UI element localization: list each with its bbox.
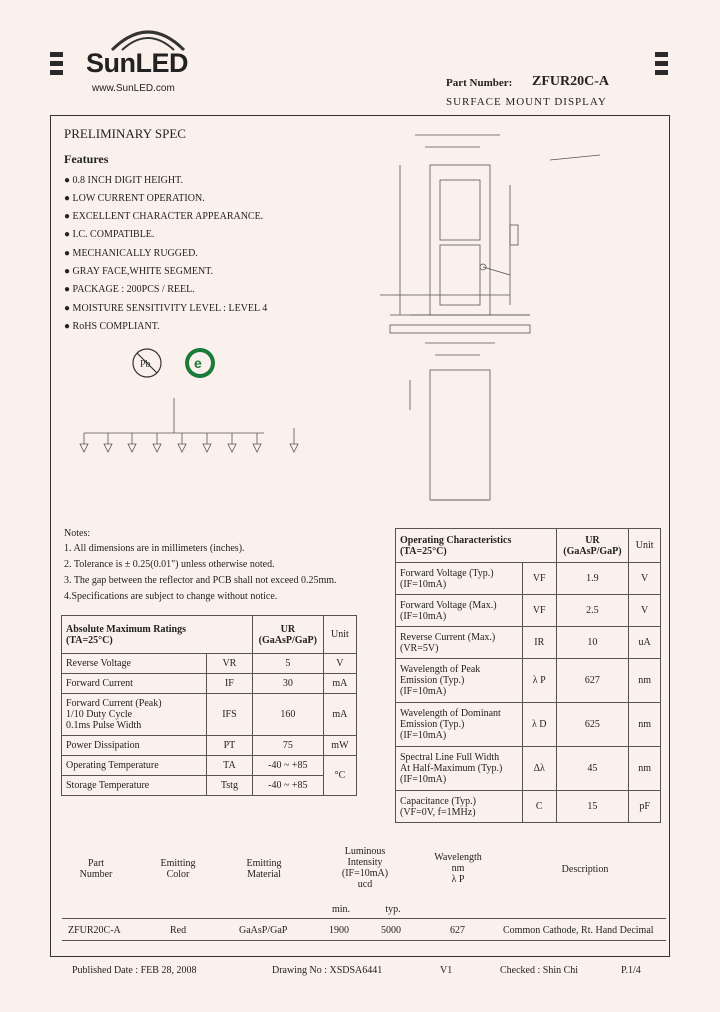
pb-text: Pb	[140, 359, 151, 370]
feature-item: ● PACKAGE : 200PCS / REEL.	[64, 284, 195, 295]
table-row: Forward Voltage (Max.) (IF=10mA) VF 2.5 V	[396, 595, 661, 627]
features-heading: Features	[64, 152, 109, 166]
published-date: Published Date : FEB 28, 2008	[72, 965, 197, 976]
version: V1	[440, 965, 453, 976]
abs-max-title: Absolute Maximum Ratings	[66, 623, 187, 635]
feature-item: ● MOISTURE SENSITIVITY LEVEL : LEVEL 4	[64, 303, 268, 314]
table-row: Reverse Voltage VR 5 V	[62, 654, 357, 674]
op-char-unit-header: Unit	[629, 529, 661, 563]
table-row: Wavelength of Dominant Emission (Typ.) (IF=10mA) λ D 625 nm	[396, 703, 661, 747]
note-item: 3. The gap between the reflector and PCB shall not exceed 0.25mm.	[64, 575, 337, 586]
sel-typ: 5000	[381, 925, 401, 936]
feature-item: ● RoHS COMPLIANT.	[64, 321, 160, 332]
feature-item: ● GRAY FACE,WHITE SEGMENT.	[64, 266, 214, 277]
sel-part: ZFUR20C-A	[68, 925, 121, 936]
sel-description: Common Cathode, Rt. Hand Decimal	[503, 925, 654, 936]
sel-header-color: Emitting Color	[160, 858, 196, 880]
sel-header-luminous: Luminous Intensity (IF=10mA) ucd	[341, 846, 389, 890]
sel-header-typ: typ.	[385, 904, 401, 915]
note-item: 1. All dimensions are in millimeters (inches).	[64, 543, 245, 554]
table-row: Wavelength of Peak Emission (Typ.) (IF=10mA) λ P 627 nm	[396, 659, 661, 703]
abs-max-title-cell	[62, 616, 253, 654]
website-url[interactable]: www.SunLED.com	[92, 83, 175, 94]
absolute-max-table	[61, 615, 357, 796]
op-char-ur-header: UR (GaAsP/GaP)	[556, 529, 629, 563]
table-row: Forward Voltage (Typ.) (IF=10mA) VF 1.9 V	[396, 563, 661, 595]
drawing-number: Drawing No : XSDSA6441	[272, 965, 383, 976]
sel-header-description: Description	[561, 864, 609, 875]
sel-min: 1900	[329, 925, 349, 936]
sel-wavelength: 627	[450, 925, 465, 936]
table-row: Reverse Current (Max.) (VR=5V) IR 10 uA	[396, 627, 661, 659]
feature-item: ● I.C. COMPATIBLE.	[64, 229, 155, 240]
circuit-diagram	[64, 388, 334, 498]
sel-header-part: Part Number	[79, 858, 113, 880]
op-char-title-cell: Operating Characteristics (TA=25°C)	[396, 529, 557, 563]
page-number: P.1/4	[621, 965, 641, 976]
table-row: Spectral Line Full Width At Half-Maximum (Typ.) (IF=10mA) Δλ 45 nm	[396, 747, 661, 791]
pb-free-icon	[130, 346, 164, 380]
part-number-label: Part Number:	[446, 77, 513, 89]
sel-color: Red	[170, 925, 187, 936]
note-item: 4.Specifications are subject to change without notice.	[64, 591, 278, 602]
table-row: Power Dissipation PT 75 mW	[62, 736, 357, 756]
logo-text: SunLED	[86, 48, 188, 78]
divider	[62, 918, 666, 919]
rohs-e-icon	[182, 346, 218, 380]
operating-characteristics-table	[395, 528, 661, 823]
feature-item: ● 0.8 INCH DIGIT HEIGHT.	[64, 175, 183, 186]
abs-max-cond: (TA=25°C)	[66, 634, 113, 646]
table-row: Forward Current IF 30 mA	[62, 674, 357, 694]
feature-item: ● EXCELLENT CHARACTER APPEARANCE.	[64, 211, 264, 222]
abs-max-unit-header: Unit	[323, 616, 356, 654]
preliminary-spec-label: PRELIMINARY SPEC	[64, 126, 186, 141]
table-row: Storage Temperature Tstg -40 ~ +85	[62, 776, 357, 796]
note-item: 2. Tolerance is ± 0.25(0.01") unless otherwise noted.	[64, 559, 275, 570]
subtitle: SURFACE MOUNT DISPLAY	[446, 96, 607, 108]
divider	[62, 940, 666, 941]
feature-item: ● LOW CURRENT OPERATION.	[64, 193, 205, 204]
abs-max-ur-header: UR (GaAsP/GaP)	[252, 616, 323, 654]
sel-material: GaAsP/GaP	[239, 925, 288, 936]
sel-header-material: Emitting Material	[246, 858, 282, 880]
part-number: ZFUR20C-A	[532, 74, 609, 89]
e-text: e	[194, 355, 202, 371]
table-row: Capacitance (Typ.) (VF=0V, f=1MHz) C 15 pF	[396, 791, 661, 823]
checked-by: Checked : Shin Chi	[500, 965, 579, 976]
sel-header-wavelength: Wavelength nm λ P	[434, 852, 482, 885]
sel-header-min: min.	[331, 904, 351, 915]
package-dimension-drawing	[360, 125, 660, 515]
notes-heading: Notes:	[64, 528, 91, 539]
table-row: Operating Temperature TA -40 ~ +85 °C	[62, 756, 357, 776]
feature-item: ● MECHANICALLY RUGGED.	[64, 248, 198, 259]
table-row: Forward Current (Peak) 1/10 Duty Cycle 0.1ms Pulse Width IFS 160 mA	[62, 694, 357, 736]
